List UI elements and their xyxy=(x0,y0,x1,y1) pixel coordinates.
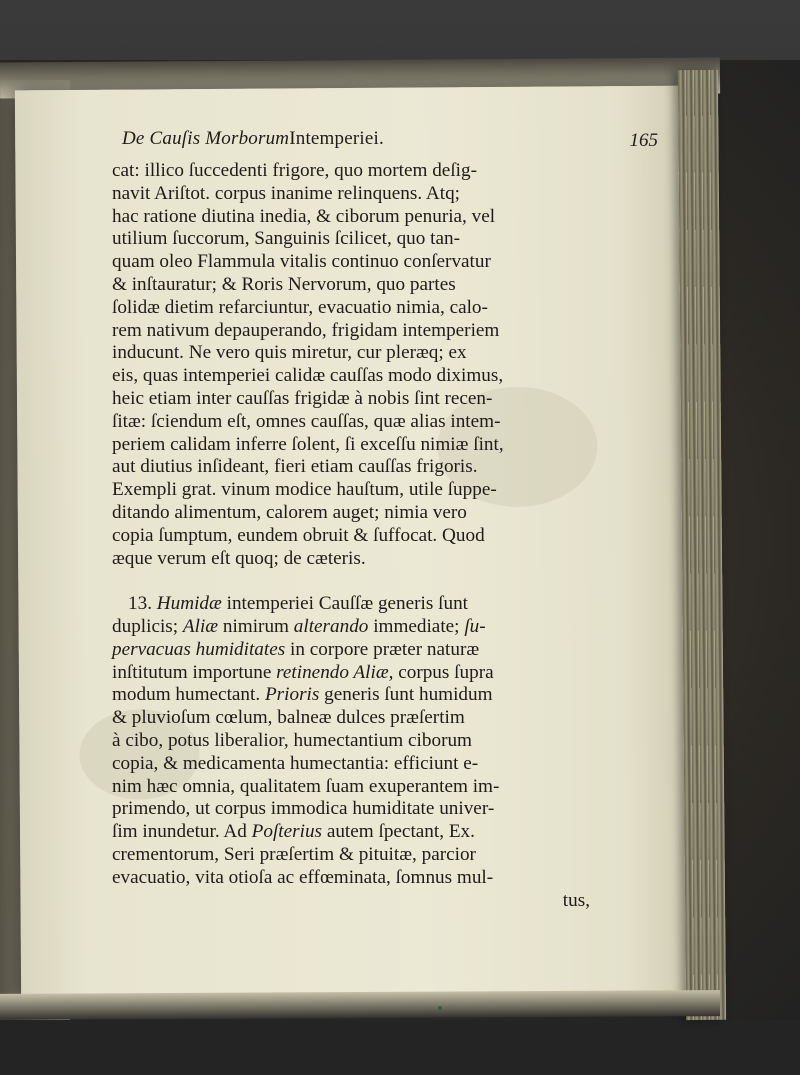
text-line: periem calidam inferre ſolent, ſi exceſſu nimiæ ſint, xyxy=(112,433,504,455)
text-line xyxy=(112,821,678,844)
text-line: Exempli grat. vinum modice hauſtum, utile ſuppe- xyxy=(112,479,497,501)
running-head-title-italic: De Cauſis Morborum xyxy=(122,128,290,149)
text-segment: pervacuas humiditates xyxy=(112,638,286,660)
paragraph-1 xyxy=(112,160,678,570)
running-head-title xyxy=(122,128,384,151)
text-segment: retinendo Aliæ, xyxy=(276,661,394,683)
text-line xyxy=(112,684,678,707)
text-segment: à cibo, potus liberalior, humectantium ciborum xyxy=(112,729,472,751)
text-line xyxy=(112,798,678,821)
text-segment: primendo, ut corpus immodica humiditate univer- xyxy=(112,798,495,820)
text-segment: modum humectant. xyxy=(112,684,265,706)
running-head-title-roman: Intemperiei. xyxy=(289,128,384,149)
text-segment: inſtitutum importune xyxy=(112,661,277,683)
page-text xyxy=(112,128,678,912)
text-line: copia ſumptum, eundem obruit & ſuffocat. Quod xyxy=(112,524,485,546)
text-line: rem nativum depauperando, frigidam intemperiem xyxy=(112,319,500,341)
catchword: tus, xyxy=(562,889,590,911)
text-line: hac ratione diutina inedia, & ciborum penuria, vel xyxy=(112,205,496,227)
text-line: æque verum eſt quoq; de cæteris. xyxy=(112,547,366,569)
text-line: ſitæ: ſciendum eſt, omnes cauſſas, quæ alias intem- xyxy=(112,410,501,432)
text-line xyxy=(112,844,678,867)
text-line: aut diutius inſideant, fieri etiam cauſſas frigoris. xyxy=(112,456,478,478)
text-segment: nimirum xyxy=(218,615,294,637)
text-segment: Prioris xyxy=(264,684,320,706)
text-line xyxy=(112,730,678,753)
text-segment: evacuatio, vita otioſa ac effœminata, ſomnus mul- xyxy=(112,866,494,888)
text-line xyxy=(112,639,678,662)
text-segment: Poſterius xyxy=(251,821,323,843)
text-line: eis, quas intemperiei calidæ cauſſas modo diximus, xyxy=(112,365,504,387)
text-line xyxy=(112,662,678,685)
right-page-edges xyxy=(678,70,726,1020)
text-line: quam oleo Flammula vitalis continuo conſervatur xyxy=(112,251,491,273)
text-segment: & pluvioſum cœlum, balneæ dulces præſertim xyxy=(112,707,465,729)
text-line: heic etiam inter cauſſas frigidæ à nobis ſint recen- xyxy=(112,387,493,409)
text-segment: immediate; xyxy=(368,615,465,637)
text-line xyxy=(112,707,678,730)
text-segment: crementorum, Seri præſertim & pituitæ, parcior xyxy=(112,843,476,865)
text-segment: in corpore præter naturæ xyxy=(285,638,480,660)
text-segment: generis ſunt humidum xyxy=(319,684,493,706)
text-segment: Aliæ xyxy=(182,615,219,637)
text-line xyxy=(112,867,678,890)
page-bottom-curl xyxy=(0,990,720,1020)
text-line xyxy=(112,616,678,639)
text-segment: alterando xyxy=(293,615,369,637)
text-segment: autem ſpectant, Ex. xyxy=(322,821,475,843)
paragraph-number: 13. xyxy=(128,593,157,615)
text-segment: nim hæc omnia, qualitatem ſuam exuperantem im- xyxy=(112,775,500,797)
page-number: 165 xyxy=(629,130,658,151)
paragraph-2 xyxy=(112,593,678,889)
text-segment: ſu- xyxy=(464,615,486,637)
text-line xyxy=(112,776,678,799)
text-segment: intemperiei Cauſſæ generis ſunt xyxy=(221,593,468,615)
text-segment: Humidæ xyxy=(156,593,222,615)
text-line: utilium ſuccorum, Sanguinis ſcilicet, quo tan- xyxy=(112,228,460,250)
paragraph-gap xyxy=(112,570,678,593)
text-segment: ſim inundetur. Ad xyxy=(112,821,252,843)
text-segment: corpus ſupra xyxy=(393,661,494,683)
text-line: cat: illico ſuccedenti frigore, quo mortem deſig- xyxy=(112,160,477,181)
running-head xyxy=(112,128,678,156)
text-line: & inſtauratur; & Roris Nervorum, quo partes xyxy=(112,273,456,295)
ink-spot xyxy=(438,1006,442,1010)
text-line: navit Ariſtot. corpus inanime relinquens. Atq; xyxy=(112,182,460,204)
text-line: ditando alimentum, calorem auget; nimia vero xyxy=(112,501,467,523)
text-line: ſolidæ dietim refarciuntur, evacuatio nimia, calo- xyxy=(112,296,488,318)
text-segment: copia, & medicamenta humectantia: efficiunt e- xyxy=(112,752,479,774)
text-segment: duplicis; xyxy=(112,615,183,637)
text-line xyxy=(112,593,678,616)
text-line: inducunt. Ne vero quis miretur, cur pleræq; ex xyxy=(112,342,467,364)
text-line xyxy=(112,753,678,776)
